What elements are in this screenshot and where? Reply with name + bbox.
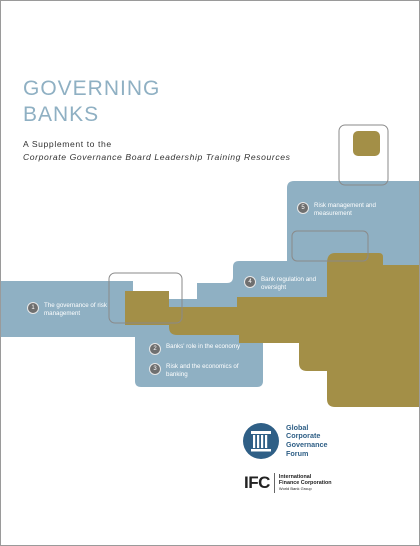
topic-label: The governance of risk management (44, 302, 107, 317)
gcgf-line: Governance (286, 440, 328, 449)
topic-number-badge: 4 (244, 276, 256, 288)
topic-label: Banks' role in the economy (166, 343, 241, 350)
topic-number-badge: 1 (27, 302, 39, 314)
ifc-line: Finance Corporation (278, 479, 332, 486)
gold-square (353, 131, 380, 156)
topic-label: Risk management and measurement (314, 202, 376, 217)
title-line-1: GOVERNING (23, 77, 161, 100)
column-icon (243, 423, 279, 459)
topic-label: Risk and the economics of banking (166, 363, 239, 378)
ifc-line: World Bank Group (278, 486, 312, 492)
gcgf-line: Forum (286, 448, 309, 458)
topic-1 (27, 302, 124, 317)
topic-5 (297, 202, 400, 217)
title-line-2: BANKS (23, 103, 100, 126)
topic-number-badge: 3 (149, 363, 161, 375)
subtitle-line-1: A Supplement to the (23, 139, 112, 149)
ifc-mark: IFC (244, 473, 275, 493)
ifc-line: International (278, 473, 312, 480)
gcgf-logo (243, 423, 328, 459)
topic-number-badge: 2 (149, 343, 161, 355)
subtitle-line-2: Corporate Governance Board Leadership Training Resources (23, 152, 291, 162)
gcgf-line: Global (286, 422, 309, 432)
topic-4 (244, 276, 333, 291)
topic-2 (149, 343, 240, 355)
ifc-name (279, 474, 332, 493)
topic-number-badge: 5 (297, 202, 309, 214)
gcgf-line: Corporate (286, 431, 321, 441)
ifc-logo (244, 473, 332, 493)
gcgf-name (286, 424, 328, 458)
topic-3 (149, 363, 256, 378)
topic-label: Bank regulation and oversight (261, 276, 317, 291)
